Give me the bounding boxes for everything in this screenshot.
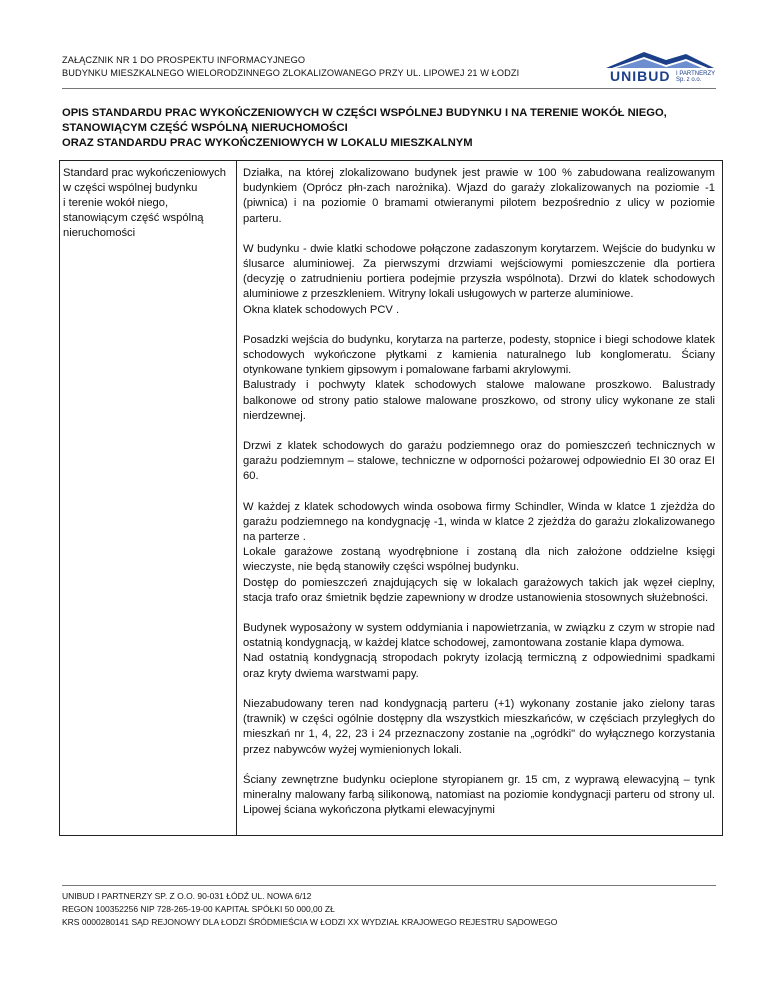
title-line-3: ORAZ STANDARDU PRAC WYKOŃCZENIOWYCH W LOKALU MIESZKALNYM bbox=[62, 137, 473, 149]
document-title bbox=[62, 106, 722, 151]
paragraph-text: Lokale garażowe zostaną wyodrębnione i zostaną dla nich założone oddzielne księgi wieczyste, nie będą stanowiły części wspólnej budynku. bbox=[243, 546, 715, 574]
logo-subtitle: I PARTNERZY Sp. z o.o. bbox=[676, 71, 716, 83]
paragraph-text: W budynku - dwie klatki schodowe połączone zadaszonym korytarzem. Wejście do budynku w ślusarce aluminiowej. Za pierwszymi drzwiami wejściowymi pomieszczenie dla portiera (decyzję o zatrudnieniu portiera podejmie przyszła wspólnota). Drzwi do klatek schodowych aluminiowe z przeszkleniem. Witryny lokali usługowych w parterze aluminiowe. bbox=[243, 242, 715, 301]
paragraph-text: Niezabudowany teren nad kondygnacją parteru (+1) wykonany zostanie jako zielony taras (trawnik) w części ogólnie dostępny dla wszystkich mieszkańców, w częściach przyległych do mieszkań nr 1, 4, 22, 23 i 24 przeznaczony zostanie na „ogródki" do wyłącznego korzystania przez nabywców wyżej wymienionych lokali. bbox=[243, 697, 715, 756]
table-description-cell bbox=[237, 161, 722, 835]
paragraph-staircases bbox=[243, 242, 715, 318]
label-line: w części wspólnej budynku bbox=[63, 182, 198, 194]
logo-wordmark: UNIBUD bbox=[610, 68, 671, 84]
paragraph-floors bbox=[243, 333, 715, 424]
title-line-2: STANOWIĄCYM CZĘŚĆ WSPÓLNĄ NIERUCHOMOŚCI bbox=[62, 122, 348, 134]
paragraph-text: Balustrady i pochwyty klatek schodowych stalowe malowane proszkowo. Balustrady balkonowe od strony patio stalowe malowane proszkowo, od strony ulicy wykonane ze stali nierdzewnej. bbox=[243, 379, 715, 422]
paragraph-text: Dostęp do pomieszczeń znajdujących się w lokalach garażowych takich jak węzeł cieplny, stacja trafo oraz śmietnik będzie zapewniony w drodze ustanowienia stosownych służebności. bbox=[243, 576, 715, 604]
title-line-1: OPIS STANDARDU PRAC WYKOŃCZENIOWYCH W CZĘŚCI WSPÓLNEJ BUDYNKU I NA TERENIE WOKÓŁ NIEGO, bbox=[62, 107, 667, 119]
paragraph-plot bbox=[243, 166, 715, 227]
label-line: Standard prac wykończeniowych bbox=[63, 167, 226, 179]
paragraph-doors bbox=[243, 439, 715, 485]
paragraph-text: Drzwi z klatek schodowych do garażu podziemnego oraz do pomieszczeń technicznych w garażu podziemnym – stalowe, techniczne w odporności pożarowej odpowiednio EI 30 oraz EI 60. bbox=[243, 440, 715, 483]
footer-line-3: KRS 0000280141 SĄD REJONOWY DLA ŁODZI ŚRÓDMIEŚCIA W ŁODZI XX WYDZIAŁ KRAJOWEGO REJESTRU SĄDOWEGO bbox=[62, 917, 558, 927]
label-line: i terenie wokół niego, bbox=[63, 197, 169, 209]
paragraph-text: Budynek wyposażony w system oddymiania i napowietrzania, w związku z czym w stropie nad ostatnią kondygnacją, w każdej klatce schodowej, zamontowana zostanie klapa dymowa. bbox=[243, 622, 715, 650]
label-line: stanowiącym część wspólną bbox=[63, 212, 204, 224]
table-label-cell bbox=[60, 161, 237, 835]
standard-table bbox=[59, 160, 723, 836]
header-line-2: BUDYNKU MIESZKALNEGO WIELORODZINNEGO ZLOKALIZOWANEGO PRZY UL. LIPOWEJ 21 W ŁODZI bbox=[62, 68, 520, 78]
paragraph-terrace bbox=[243, 697, 715, 758]
page-header bbox=[62, 50, 716, 89]
paragraph-elevators bbox=[243, 500, 715, 606]
header-text bbox=[62, 54, 519, 80]
paragraph-text: W każdej z klatek schodowych winda osobowa firmy Schindler, Winda w klatce 1 zjeżdża do garażu podziemnego na kondygnację -1, winda w klatce 2 zjeżdża do garażu zlokalizowanego na parterze . bbox=[243, 500, 715, 544]
paragraph-text: Posadzki wejścia do budynku, korytarza na parterze, podesty, stopnice i biegi schodowe klatek schodowych wykończone płytkami z kamienia naturalnego lub konglomeratu. Ściany otynkowane tynkiem gipsowym i pomalowane farbami akrylowymi. bbox=[243, 333, 715, 377]
paragraph-text: Działka, na której zlokalizowano budynek jest prawie w 100 % zabudowana realizowanym budynkiem (Oprócz płn-zach narożnika). Wjazd do garaży zlokalizowanych na poziomie -1 (piwnica) i na poziomie 0 bramami otwieranymi pilotem bezpośrednio z ulicy w poziomie parteru. bbox=[243, 167, 715, 225]
page-footer bbox=[62, 885, 716, 929]
footer-line-1: UNIBUD I PARTNERZY SP. Z O.O. 90-031 ŁÓDŹ UL. NOWA 6/12 bbox=[62, 891, 312, 901]
header-line-1: ZAŁĄCZNIK NR 1 DO PROSPEKTU INFORMACYJNEGO bbox=[62, 55, 306, 65]
footer-line-2: REGON 100352256 NIP 728-265-19-00 KAPITAŁ SPÓŁKI 50 000,00 ZŁ bbox=[62, 904, 335, 914]
label-line: nieruchomości bbox=[63, 227, 136, 239]
paragraph-text: Okna klatek schodowych PCV . bbox=[243, 303, 400, 316]
paragraph-text: Ściany zewnętrzne budynku ocieplone styropianem gr. 15 cm, z wyprawą elewacyjną – tynk mineralny malowany farbą silikonową, natomiast na poziomie kondygnacji parteru od strony ul. Lipowej ściana wykończona płytkami elewacyjnymi bbox=[243, 773, 715, 817]
unibud-logo bbox=[604, 50, 716, 86]
paragraph-text: Nad ostatnią kondygnacją stropodach pokryty izolacją termiczną z odpowiednimi spadkami oraz kryty dwiema warstwami papy. bbox=[243, 652, 715, 680]
paragraph-facade bbox=[243, 773, 715, 819]
paragraph-smoke-system bbox=[243, 621, 715, 682]
